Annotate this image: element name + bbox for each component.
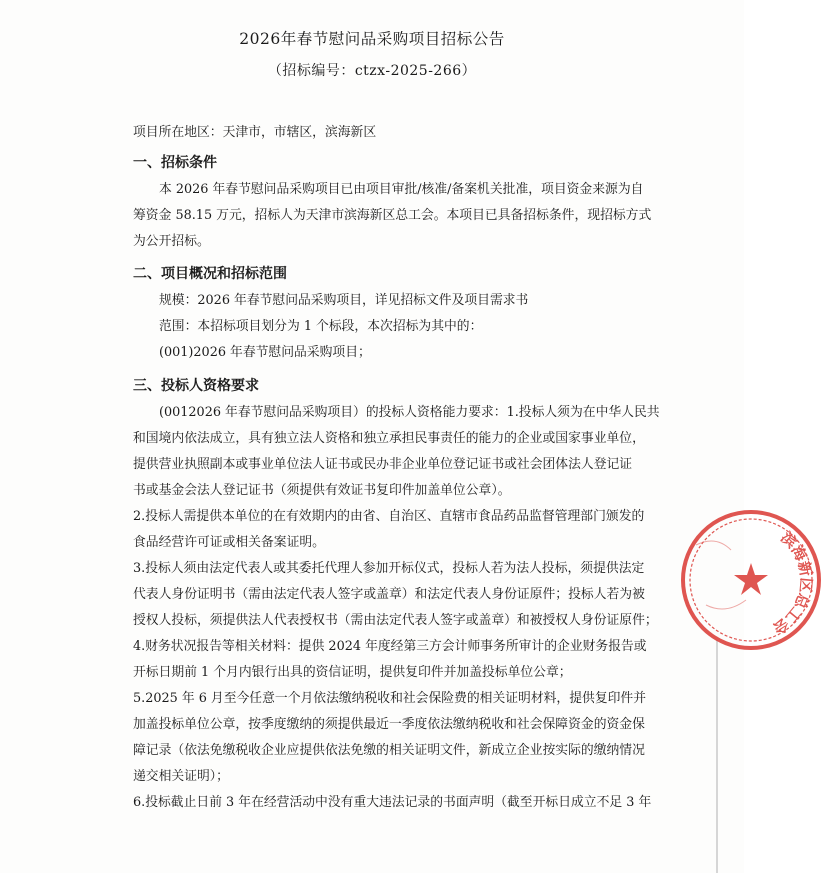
paragraph-line: 6.投标截止日前 3 年在经营活动中没有重大违法记录的书面声明（截至开标日成立不足 3 年 [133,795,652,810]
location-block [133,120,611,146]
paragraph-line: (001)2026 年春节慰问品采购项目； [159,345,371,360]
paragraph-line: 提供营业执照副本或事业单位法人证书或民办非企业单位登记证书或社会团体法人登记证 [133,457,633,472]
paragraph-line: 3.投标人须由法定代表人或其委托代理人参加开标仪式，投标人若为法人投标，须提供法定 [133,561,645,576]
tender-number: （招标编号：ctzx-2025-266） [267,63,477,79]
paragraph-line: (0012026 年春节慰问品采购项目）的投标人资格能力要求：1.投标人须为在中华人民共 [159,405,660,420]
seal-text: 滨海新区总工会 [769,528,816,638]
paragraph-line: 递交相关证明）； [133,769,229,784]
paragraph-line: 授权人投标，须提供法人代表授权书（需由法定代表人签字或盖章）和被授权人身份证原件； [133,613,658,628]
paragraph-line: 规模：2026 年春节慰问品采购项目，详见招标文件及项目需求书 [159,293,529,308]
paragraph-line: 2.投标人需提供本单位的在有效期内的由省、自治区、直辖市食品药品监督管理部门颁发的 [133,509,645,524]
paragraph-line: 4.财务状况报告等相关材料：提供 2024 年度经第三方会计师事务所审计的企业财务报告或 [133,639,647,654]
paragraph-line: 5.2025 年 6 月至今任意一个月依法缴纳税收和社会保险费的相关证明材料，提供复印件并 [133,691,647,706]
paragraph-line: 范围：本招标项目划分为 1 个标段，本次招标为其中的： [159,319,483,334]
paragraph-line: 代表人身份证明书（需由法定代表人签字或盖章）和法定代表人身份证原件；投标人若为被 [133,587,645,602]
paragraph-line: 本 2026 年春节慰问品采购项目已由项目审批/核准/备案机关批准，项目资金来源为自 [159,182,644,197]
paragraph-line: 食品经营许可证或相关备案证明。 [133,535,325,550]
paragraph-line: 加盖投标单位公章，按季度缴纳的须提供最近一季度依法缴纳税收和社会保障资金的资金保 [133,717,645,732]
official-seal-icon [676,505,826,655]
project-location: 项目所在地区：天津市，市辖区，滨海新区 [133,125,377,140]
section-bidder-qualifications [133,372,660,816]
scan-edge-line [716,640,718,873]
section-bidding-conditions [133,149,652,255]
paragraph-line: 和国境内依法成立，具有独立法人资格和独立承担民事责任的能力的企业或国家事业单位， [133,431,645,446]
document-title: 2026年春节慰问品采购项目招标公告 [239,30,505,48]
paragraph-line: 障记录（依法免缴税收企业应提供依法免缴的相关证明文件，新成立企业按实际的缴纳情况 [133,743,645,758]
paragraph-line: 筹资金 58.15 万元，招标人为天津市滨海新区总工会。本项目已具备招标条件，现招标方式 [133,208,652,223]
paragraph-line: 开标日期前 1 个月内银行出具的资信证明，提供复印件并加盖投标单位公章； [133,665,572,680]
section-heading: 三、投标人资格要求 [133,378,259,394]
section-heading: 二、项目概况和招标范围 [133,266,287,282]
paragraph-line: 为公开招标。 [133,234,210,249]
section-project-overview [133,260,611,366]
section-heading: 一、招标条件 [133,155,217,171]
paragraph-line: 书或基金会法人登记证书（须提供有效证书复印件加盖单位公章）。 [133,483,511,498]
